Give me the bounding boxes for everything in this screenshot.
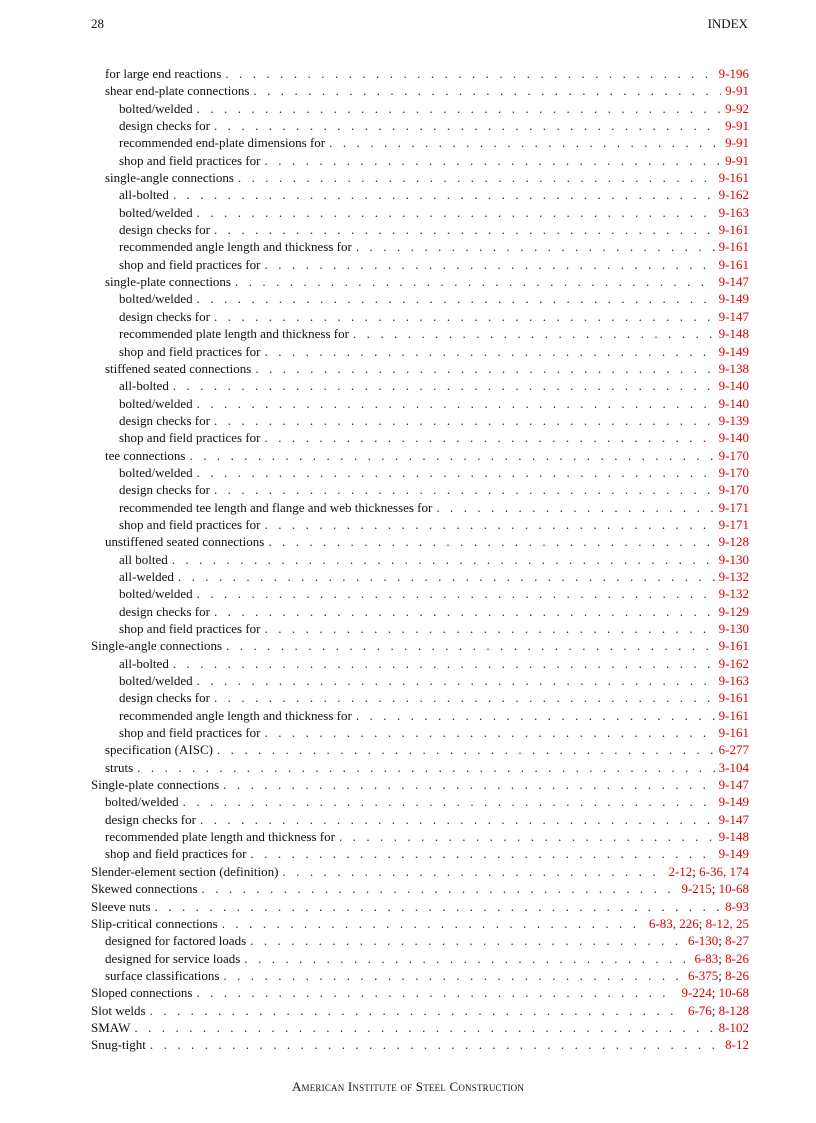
page-references: 6-83; 8-26 xyxy=(694,950,749,966)
page-reference-link[interactable]: 9-132 xyxy=(718,586,749,602)
page-reference-link[interactable]: 10-68 xyxy=(718,881,749,897)
index-entry xyxy=(91,238,749,255)
dot-leader xyxy=(197,204,715,221)
page-reference-link[interactable]: 10-68 xyxy=(718,985,749,1001)
page-references xyxy=(719,290,749,307)
page-reference-link[interactable]: 9-215 xyxy=(681,881,712,897)
index-term: shop and field practices for xyxy=(105,846,247,862)
dot-leader xyxy=(223,776,714,793)
index-entry xyxy=(91,655,749,672)
page-reference-link[interactable]: 9-91 xyxy=(725,118,749,134)
page-references xyxy=(719,343,749,360)
index-entry xyxy=(91,481,749,498)
page-reference-link[interactable]: 9-147 xyxy=(718,777,749,793)
index-entry xyxy=(91,134,749,151)
dot-leader xyxy=(214,603,715,620)
page-references xyxy=(719,395,749,412)
dot-leader xyxy=(253,82,721,99)
index-term: struts xyxy=(105,759,134,775)
index-term: bolted/welded xyxy=(105,794,179,810)
index-entry xyxy=(91,464,749,481)
page-references: 6-375; 8-26 xyxy=(687,967,749,983)
page-references xyxy=(719,360,749,377)
dot-leader xyxy=(214,412,715,429)
index-term: bolted/welded xyxy=(119,395,193,411)
index-term: designed for factored loads xyxy=(105,933,247,949)
index-entry xyxy=(91,395,749,412)
page-references xyxy=(719,533,749,550)
page-references xyxy=(719,551,749,568)
index-entry xyxy=(91,290,749,307)
page-reference-link[interactable]: 3-104 xyxy=(718,759,749,775)
index-entry xyxy=(91,1002,749,1019)
dot-leader xyxy=(150,1002,684,1019)
index-term: design checks for xyxy=(105,811,196,827)
page-reference-link[interactable]: 9-128 xyxy=(718,534,749,550)
dot-leader xyxy=(265,724,715,741)
dot-leader xyxy=(214,481,715,498)
index-entry xyxy=(91,811,749,828)
page-reference-link[interactable]: 8-27 xyxy=(725,933,749,949)
page-reference-link[interactable]: 9-170 xyxy=(718,447,749,463)
page-reference-link[interactable]: 9-163 xyxy=(718,204,749,220)
dot-leader xyxy=(339,828,715,845)
index-entry xyxy=(91,620,749,637)
page-reference-link[interactable]: 9-140 xyxy=(718,395,749,411)
dot-leader xyxy=(329,134,721,151)
page-references xyxy=(719,447,749,464)
index-entry xyxy=(91,360,749,377)
page-references xyxy=(719,256,749,273)
index-entry xyxy=(91,724,749,741)
index-entry xyxy=(91,533,749,550)
index-entry xyxy=(91,343,749,360)
page-reference-link[interactable]: 9-149 xyxy=(718,343,749,359)
index-term: bolted/welded xyxy=(119,100,193,116)
page-references xyxy=(719,429,749,446)
page-references xyxy=(719,308,749,325)
page-references xyxy=(719,65,749,82)
index-term: Slot welds xyxy=(91,1002,146,1018)
dot-leader xyxy=(265,516,715,533)
index-entry xyxy=(91,585,749,602)
page-references xyxy=(719,741,749,758)
page-references xyxy=(719,186,749,203)
page-references xyxy=(719,568,749,585)
dot-leader xyxy=(238,169,715,186)
page-reference-link[interactable]: 8-102 xyxy=(718,1019,749,1035)
index-term: design checks for xyxy=(119,482,210,498)
dot-leader xyxy=(200,811,715,828)
page-reference-link[interactable]: 9-149 xyxy=(718,291,749,307)
index-entry xyxy=(91,152,749,169)
page-references xyxy=(725,82,749,99)
page-references xyxy=(719,238,749,255)
page-reference-link[interactable]: 9-170 xyxy=(718,464,749,480)
page-reference-link[interactable]: 9-140 xyxy=(718,378,749,394)
index-entry xyxy=(91,1036,749,1053)
index-entry xyxy=(91,776,749,793)
dot-leader xyxy=(134,1019,714,1036)
dot-leader xyxy=(222,915,645,932)
index-entry xyxy=(91,82,749,99)
page-references xyxy=(719,655,749,672)
page-reference-link[interactable]: 8-12, 25 xyxy=(705,915,749,931)
index-term: all-bolted xyxy=(119,378,169,394)
page-reference-link[interactable]: 9-147 xyxy=(718,274,749,290)
page-references xyxy=(725,117,749,134)
index-term: Single-angle connections xyxy=(91,638,223,654)
page-reference-link[interactable]: 6-83, 226 xyxy=(648,915,699,931)
index-entry xyxy=(91,499,749,516)
index-term: design checks for xyxy=(119,118,210,134)
index-term: all-welded xyxy=(119,568,174,584)
index-term: bolted/welded xyxy=(119,291,193,307)
index-term: shop and field practices for xyxy=(119,725,261,741)
dot-leader xyxy=(197,464,715,481)
page-reference-link[interactable]: 9-91 xyxy=(725,83,749,99)
index-term: recommended plate length and thickness for xyxy=(105,829,335,845)
page-footer: American Institute of Steel Construction xyxy=(291,1079,525,1094)
page-references xyxy=(725,100,749,117)
page-references xyxy=(719,516,749,533)
index-term: specification (AISC) xyxy=(105,742,213,758)
index-entry xyxy=(91,967,749,984)
index-entry xyxy=(91,308,749,325)
dot-leader xyxy=(265,429,715,446)
dot-leader xyxy=(173,655,715,672)
index-term: SMAW xyxy=(91,1019,131,1035)
index-entry xyxy=(91,707,749,724)
index-entry xyxy=(91,793,749,810)
dot-leader xyxy=(202,880,678,897)
dot-leader xyxy=(217,741,715,758)
page-references xyxy=(719,759,749,776)
page-references xyxy=(719,464,749,481)
dot-leader xyxy=(178,568,715,585)
index-term: shear end-plate connections xyxy=(105,83,250,99)
index-term: shop and field practices for xyxy=(119,621,261,636)
index-term: designed for service loads xyxy=(105,950,241,966)
page-references xyxy=(725,134,749,151)
page-reference-link[interactable]: 9-171 xyxy=(718,499,749,515)
page-number: 28 xyxy=(91,16,104,31)
dot-leader xyxy=(353,325,715,342)
page-reference-link[interactable]: 9-161 xyxy=(718,239,749,255)
index-entry xyxy=(91,204,749,221)
page-reference-link[interactable]: 9-161 xyxy=(718,638,749,654)
index-term: shop and field practices for xyxy=(119,152,261,168)
dot-leader xyxy=(250,932,684,949)
dot-leader xyxy=(214,689,715,706)
page-reference-link[interactable]: 9-130 xyxy=(718,551,749,567)
page-references xyxy=(719,724,749,741)
index-term: Single-plate connections xyxy=(91,777,220,793)
index-term: bolted/welded xyxy=(119,464,193,480)
page-references xyxy=(719,689,749,706)
page-reference-link[interactable]: 9-140 xyxy=(718,430,749,446)
page-references xyxy=(719,603,749,620)
page-references: 6-76; 8-128 xyxy=(687,1002,749,1018)
page-references: 6-83, 226; 8-12, 25 xyxy=(648,915,749,931)
page-reference-link[interactable]: 9-162 xyxy=(718,187,749,203)
dot-leader xyxy=(197,672,715,689)
dot-leader xyxy=(150,1036,721,1053)
index-entry xyxy=(91,828,749,845)
index-term: Skewed connections xyxy=(91,881,198,897)
index-entry xyxy=(91,568,749,585)
page-references xyxy=(719,707,749,724)
index-term: bolted/welded xyxy=(119,204,193,220)
index-entry xyxy=(91,447,749,464)
index-entry xyxy=(91,950,749,967)
dot-leader xyxy=(268,533,714,550)
dot-leader xyxy=(183,793,715,810)
page-references xyxy=(719,845,749,862)
dot-leader xyxy=(265,620,715,637)
index-term: Sloped connections xyxy=(91,985,193,1001)
dot-leader xyxy=(225,65,714,82)
page-reference-link[interactable]: 6-130 xyxy=(687,933,719,949)
index-entry xyxy=(91,412,749,429)
page-reference-link[interactable]: 8-93 xyxy=(725,898,749,914)
page-references xyxy=(725,152,749,169)
page-reference-link[interactable]: 9-161 xyxy=(718,725,749,741)
dot-leader xyxy=(436,499,714,516)
index-entry xyxy=(91,637,749,654)
page-reference-link[interactable]: 9-163 xyxy=(718,673,749,689)
page-reference-link[interactable]: 9-132 xyxy=(718,568,749,584)
page-references xyxy=(719,169,749,186)
dot-leader xyxy=(235,273,715,290)
index-term: surface classifications xyxy=(105,967,220,983)
index-term: Snug-tight xyxy=(91,1037,146,1053)
page-reference-link[interactable]: 9-161 xyxy=(718,690,749,706)
page-references xyxy=(719,412,749,429)
index-entry xyxy=(91,551,749,568)
dot-leader xyxy=(214,221,715,238)
index-entry xyxy=(91,65,749,82)
page-references xyxy=(719,828,749,845)
page-references: 9-224; 10-68 xyxy=(681,985,749,1001)
index-term: all-bolted xyxy=(119,187,169,203)
index-entry xyxy=(91,915,749,932)
index-term: Slip-critical connections xyxy=(91,915,218,931)
index-term: bolted/welded xyxy=(119,586,193,602)
page-reference-link[interactable]: 6-277 xyxy=(718,742,749,758)
dot-leader xyxy=(197,100,722,117)
index-term: all-bolted xyxy=(119,655,169,671)
page-reference-link[interactable]: 9-147 xyxy=(718,811,749,827)
page-reference-link[interactable]: 9-161 xyxy=(718,222,749,238)
index-entry xyxy=(91,672,749,689)
page-reference-link[interactable]: 6-36, 174 xyxy=(699,863,749,879)
page-reference-link[interactable]: 6-83 xyxy=(694,950,719,966)
index-term: recommended end-plate dimensions for xyxy=(119,135,326,151)
dot-leader xyxy=(226,637,715,654)
page-reference-link[interactable]: 9-162 xyxy=(718,655,749,671)
index-term: shop and field practices for xyxy=(119,516,261,532)
page-references xyxy=(719,377,749,394)
page-reference-link[interactable]: 9-149 xyxy=(718,846,749,862)
index-term: recommended angle length and thickness for xyxy=(119,239,352,255)
page-references xyxy=(719,793,749,810)
page-references xyxy=(719,1019,749,1036)
page-reference-link[interactable]: 9-161 xyxy=(718,170,749,186)
page-references xyxy=(725,898,749,915)
index-term: all bolted xyxy=(119,551,168,567)
index-entry xyxy=(91,845,749,862)
page-references xyxy=(719,204,749,221)
dot-leader xyxy=(137,759,714,776)
index-entry xyxy=(91,221,749,238)
index-term: single-plate connections xyxy=(105,274,231,290)
index-term: tee connections xyxy=(105,447,186,463)
index-entry xyxy=(91,429,749,446)
page-references: 9-215; 10-68 xyxy=(681,881,749,897)
dot-leader xyxy=(197,290,715,307)
dot-leader xyxy=(244,950,690,967)
dot-leader xyxy=(173,186,715,203)
index-entry xyxy=(91,100,749,117)
index-term: shop and field practices for xyxy=(119,343,261,359)
index-entry xyxy=(91,256,749,273)
page-references xyxy=(719,221,749,238)
page-references xyxy=(719,273,749,290)
index-term: for large end reactions xyxy=(105,66,222,81)
dot-leader xyxy=(197,585,715,602)
dot-leader xyxy=(251,845,715,862)
page-reference-link[interactable]: 8-12 xyxy=(725,1037,749,1053)
index-term: stiffened seated connections xyxy=(105,360,252,376)
dot-leader xyxy=(356,238,715,255)
page-reference-link[interactable]: 9-149 xyxy=(718,794,749,810)
index-term: recommended angle length and thickness for xyxy=(119,707,352,723)
index-entry xyxy=(91,325,749,342)
page-reference-link[interactable]: 9-161 xyxy=(718,707,749,723)
index-entry xyxy=(91,603,749,620)
page-reference-link[interactable]: 9-171 xyxy=(718,516,749,532)
page-reference-link[interactable]: 8-26 xyxy=(725,967,749,983)
page-reference-link[interactable]: 9-148 xyxy=(718,326,749,342)
page-references xyxy=(719,811,749,828)
dot-leader xyxy=(265,256,715,273)
dot-leader xyxy=(173,377,715,394)
dot-leader xyxy=(265,343,715,360)
index-term: shop and field practices for xyxy=(119,256,261,272)
page-reference-link[interactable]: 9-148 xyxy=(718,829,749,845)
dot-leader xyxy=(190,447,715,464)
dot-leader xyxy=(223,967,684,984)
page-reference-link[interactable]: 9-129 xyxy=(718,603,749,619)
index-entry xyxy=(91,898,749,915)
index-term: design checks for xyxy=(119,690,210,706)
dot-leader xyxy=(196,984,677,1001)
page-reference-link[interactable]: 2-12 xyxy=(668,863,693,879)
page-reference-link[interactable]: 9-161 xyxy=(718,256,749,272)
index-term: bolted/welded xyxy=(119,673,193,689)
index-entry xyxy=(91,377,749,394)
index-entries xyxy=(91,65,749,1054)
page-reference-link[interactable]: 9-92 xyxy=(725,100,749,116)
index-entry xyxy=(91,273,749,290)
index-entry xyxy=(91,186,749,203)
index-entry xyxy=(91,984,749,1001)
page-references xyxy=(725,1036,749,1053)
index-term: design checks for xyxy=(119,222,210,238)
dot-leader xyxy=(172,551,715,568)
index-entry xyxy=(91,169,749,186)
page-reference-link[interactable]: 9-170 xyxy=(718,482,749,498)
index-term: Slender-element section (definition) xyxy=(91,863,279,879)
page-reference-link[interactable]: 8-26 xyxy=(725,950,749,966)
page-reference-link[interactable]: 9-224 xyxy=(681,985,712,1001)
page-reference-link[interactable]: 6-76 xyxy=(687,1002,712,1018)
index-term: Sleeve nuts xyxy=(91,898,151,914)
section-title: INDEX xyxy=(707,16,748,31)
page-reference-link[interactable]: 9-147 xyxy=(718,308,749,324)
index-term: recommended plate length and thickness for xyxy=(119,326,349,342)
index-term: design checks for xyxy=(119,308,210,324)
dot-leader xyxy=(282,863,664,880)
page-references: 6-130; 8-27 xyxy=(687,933,749,949)
page-reference-link[interactable]: 9-130 xyxy=(718,621,749,636)
dot-leader xyxy=(255,360,714,377)
page-reference-link[interactable]: 9-139 xyxy=(718,412,749,428)
dot-leader xyxy=(265,152,722,169)
page-reference-link[interactable]: 9-91 xyxy=(725,152,749,168)
page-reference-link[interactable]: 8-128 xyxy=(718,1002,749,1018)
page-reference-link[interactable]: 6-375 xyxy=(687,967,719,983)
dot-leader xyxy=(197,395,715,412)
dot-leader xyxy=(356,707,715,724)
page-header xyxy=(91,16,748,32)
page-references xyxy=(719,672,749,689)
page-references: 2-12; 6-36, 174 xyxy=(668,863,749,879)
page-references xyxy=(719,499,749,516)
index-entry xyxy=(91,932,749,949)
page-references xyxy=(719,620,749,637)
page-references xyxy=(719,325,749,342)
index-entry xyxy=(91,880,749,897)
index-term: unstiffened seated connections xyxy=(105,534,265,550)
index-term: shop and field practices for xyxy=(119,430,261,446)
index-entry xyxy=(91,516,749,533)
page-reference-link[interactable]: 9-138 xyxy=(718,360,749,376)
index-entry xyxy=(91,117,749,134)
page-reference-link[interactable]: 9-196 xyxy=(718,66,749,81)
index-entry xyxy=(91,741,749,758)
index-entry xyxy=(91,863,749,880)
index-term: single-angle connections xyxy=(105,170,234,186)
index-entry xyxy=(91,689,749,706)
page-references xyxy=(719,776,749,793)
index-term: design checks for xyxy=(119,412,210,428)
dot-leader xyxy=(214,117,721,134)
index-entry xyxy=(91,759,749,776)
index-term: recommended tee length and flange and web thicknesses for xyxy=(119,499,433,515)
page-references xyxy=(719,585,749,602)
dot-leader xyxy=(214,308,715,325)
index-term: design checks for xyxy=(119,603,210,619)
page-reference-link[interactable]: 9-91 xyxy=(725,135,749,151)
page-references xyxy=(719,637,749,654)
index-entry xyxy=(91,1019,749,1036)
dot-leader xyxy=(155,898,722,915)
page-references xyxy=(719,481,749,498)
